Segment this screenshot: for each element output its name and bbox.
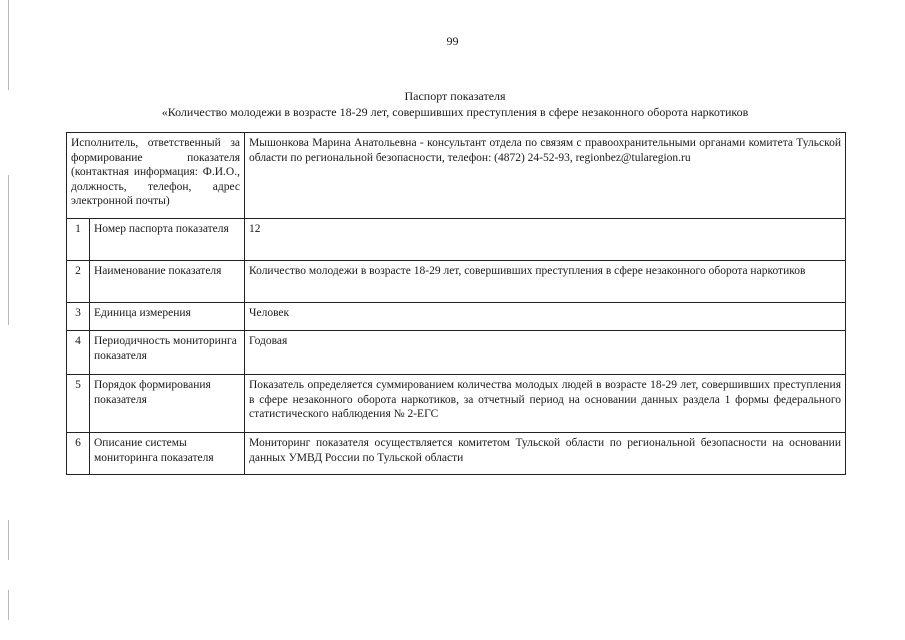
executor-label: Исполнитель, ответственный за формирование показателя (контактная информация: Ф.И.О., должность, телефон, адрес электронной почты) — [67, 133, 245, 219]
document-title — [60, 88, 850, 120]
row-label: Единица измерения — [90, 303, 245, 331]
row-value: Показатель определяется суммированием количества молодых людей в возрасте 18-29 лет, совершивших преступления в сфере незаконного оборота наркотиков, за отчетный период на основании данных раздела 1 формы федерального статистического наблюдения № 2-ЕГС — [245, 375, 846, 433]
indicator-passport-table — [66, 132, 846, 475]
table-row — [67, 303, 846, 331]
table-row-executor — [67, 133, 846, 219]
row-label: Номер паспорта показателя — [90, 219, 245, 261]
scan-margin-mark — [8, 175, 9, 325]
row-label: Наименование показателя — [90, 261, 245, 303]
row-number: 3 — [67, 303, 90, 331]
row-value: Человек — [245, 303, 846, 331]
row-number: 6 — [67, 433, 90, 475]
table-row — [67, 433, 846, 475]
scan-margin-mark — [8, 520, 9, 560]
title-line-2: «Количество молодежи в возрасте 18-29 лет, совершивших преступления в сфере незаконного оборота наркотиков — [161, 105, 749, 119]
scan-margin-mark — [8, 590, 9, 620]
table-row — [67, 261, 846, 303]
row-value: Мониторинг показателя осуществляется комитетом Тульской области по региональной безопасности на основании данных УМВД России по Тульской области — [245, 433, 846, 475]
title-line-1: Паспорт показателя — [404, 89, 506, 103]
page-number: 99 — [446, 34, 459, 48]
row-value: 12 — [245, 219, 846, 261]
row-number: 5 — [67, 375, 90, 433]
table-row — [67, 375, 846, 433]
executor-value: Мышонкова Марина Анатольевна - консультант отдела по связям с правоохранительными органами комитета Тульской области по региональной безопасности, телефон: (4872) 24-52-93, regionbez@tularegion.ru — [245, 133, 846, 219]
row-value: Годовая — [245, 331, 846, 375]
row-label: Порядок формирования показателя — [90, 375, 245, 433]
row-label: Описание системы мониторинга показателя — [90, 433, 245, 475]
row-number: 2 — [67, 261, 90, 303]
row-label: Периодичность мониторинга показателя — [90, 331, 245, 375]
row-number: 4 — [67, 331, 90, 375]
table-row — [67, 219, 846, 261]
table-row — [67, 331, 846, 375]
row-number: 1 — [67, 219, 90, 261]
row-value: Количество молодежи в возрасте 18-29 лет, совершивших преступления в сфере незаконного оборота наркотиков — [245, 261, 846, 303]
